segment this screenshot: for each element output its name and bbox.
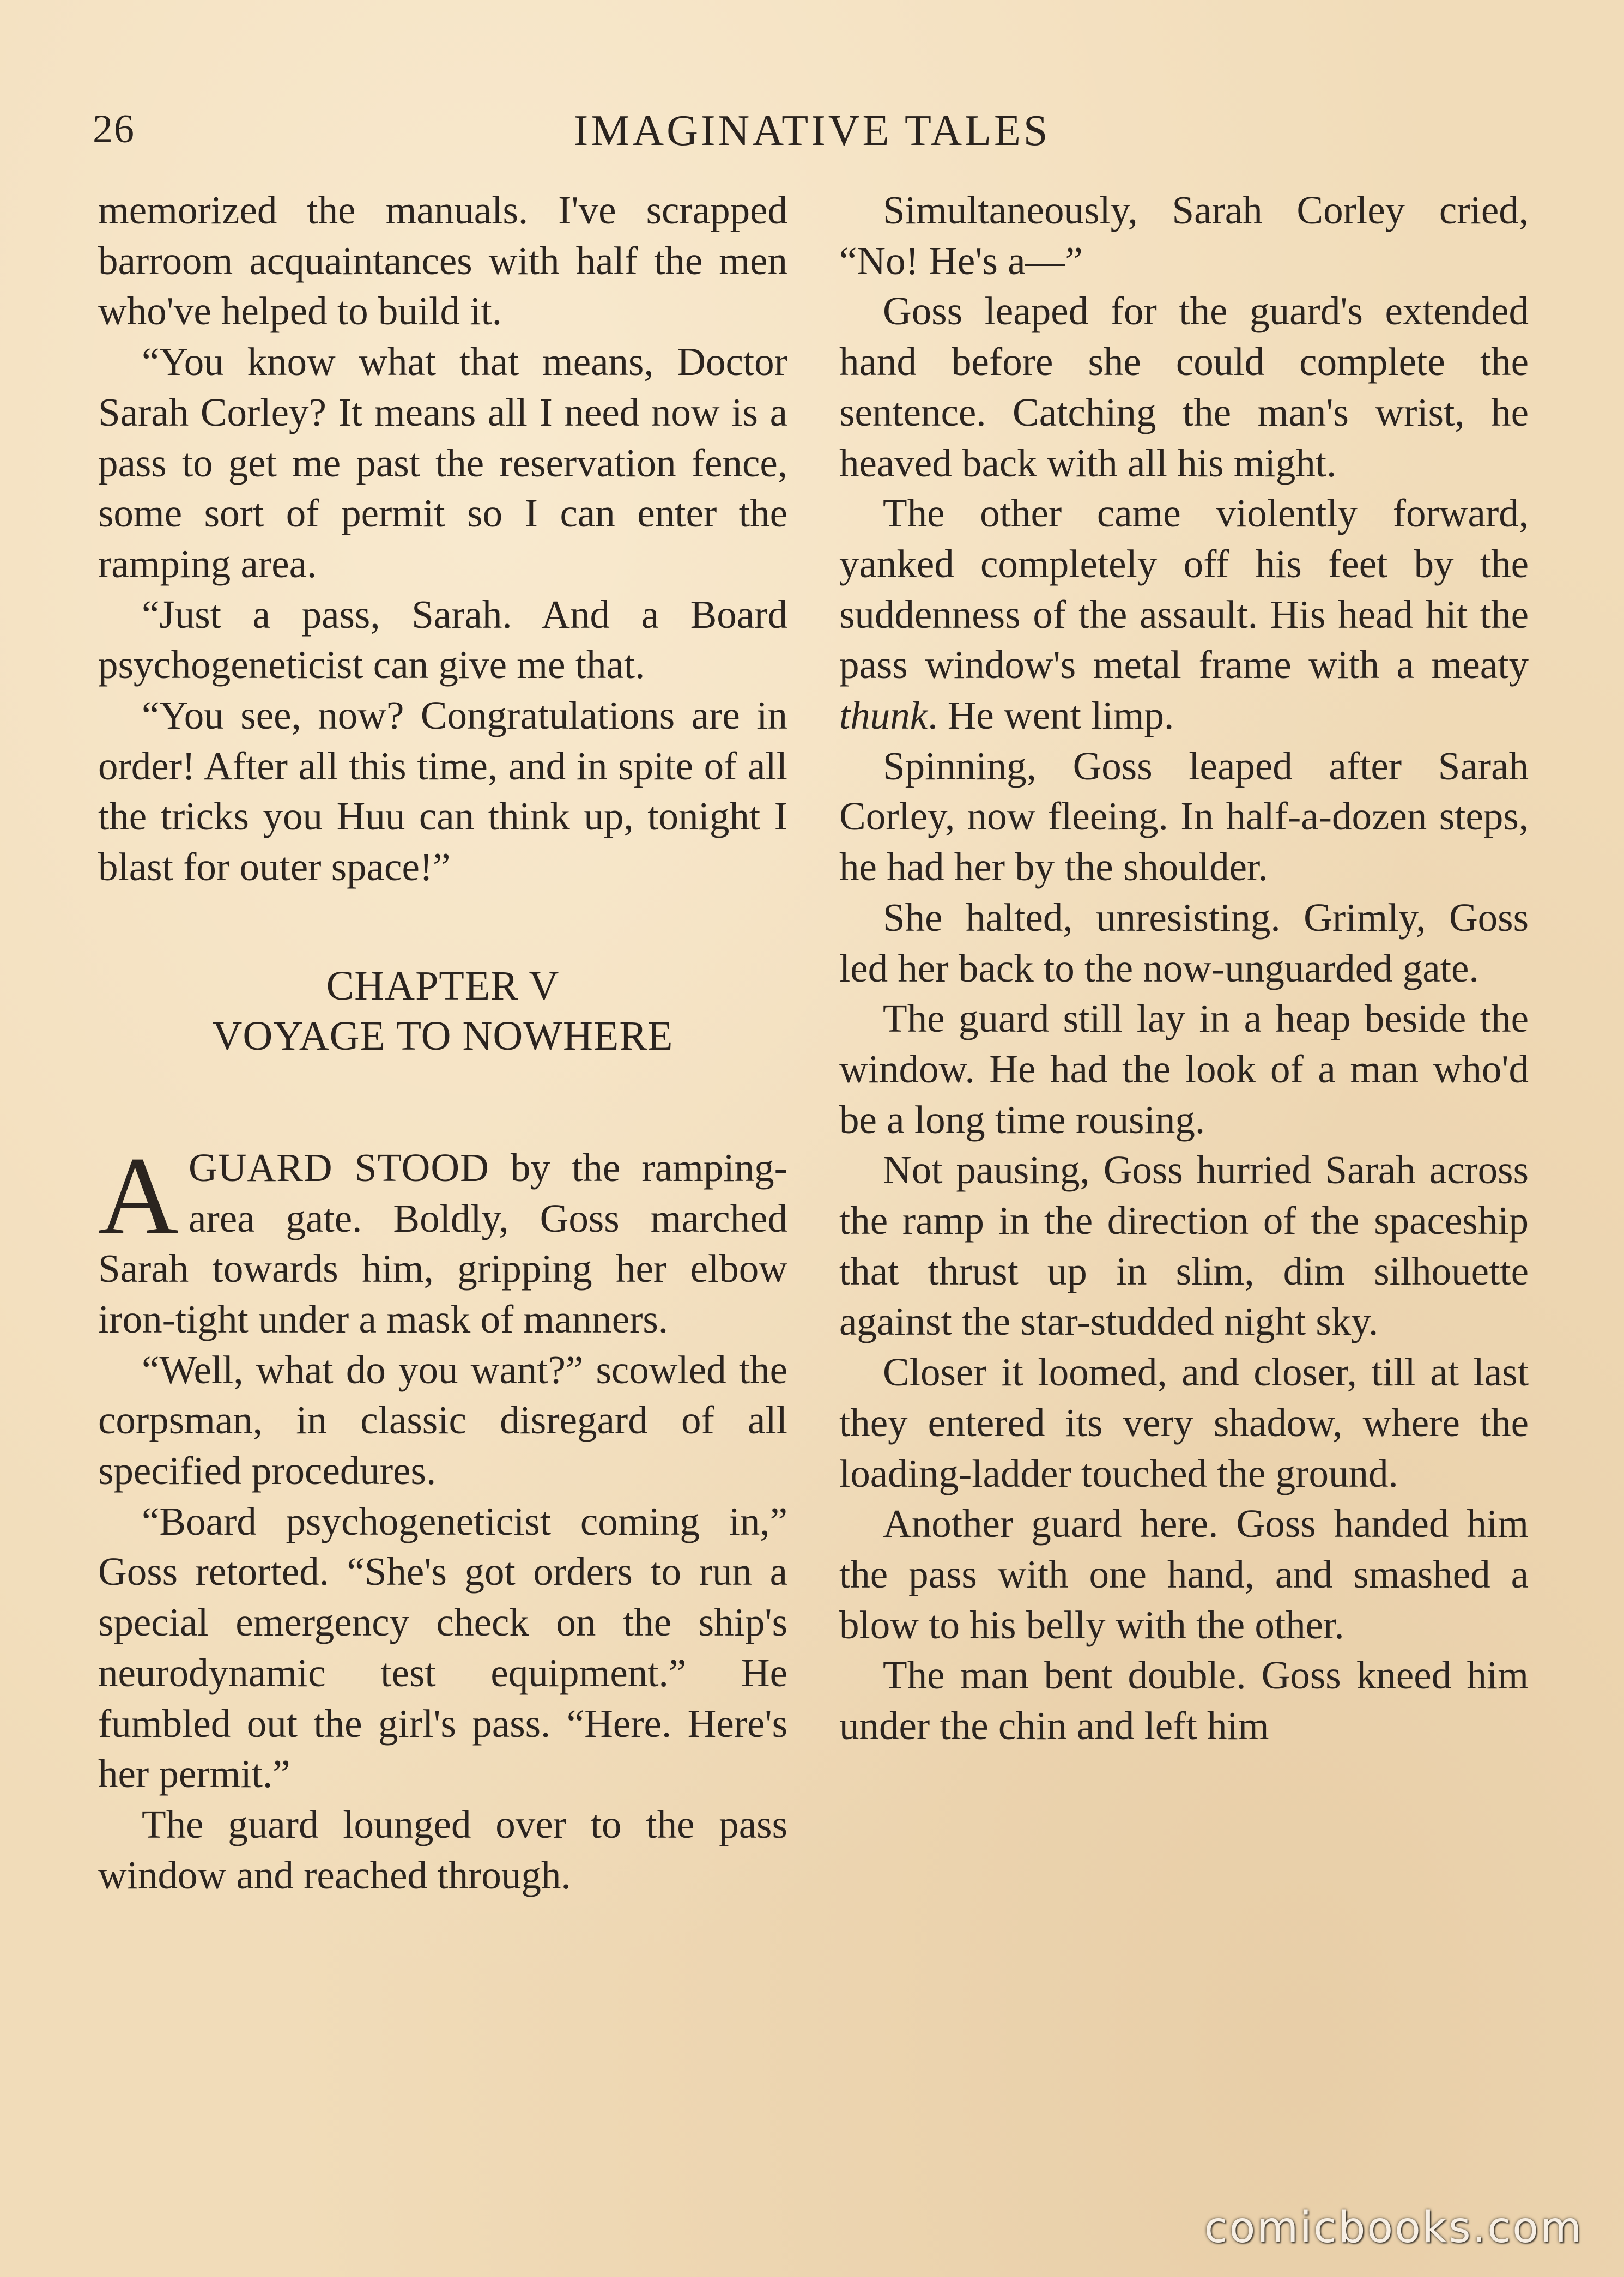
paragraph: Closer it loomed, and closer, till at last they entered its very shadow, where the loading-ladder touched the ground. <box>839 1350 1529 1495</box>
italic-word: thunk <box>839 693 928 738</box>
running-header <box>93 106 1531 166</box>
paragraph <box>839 488 1529 741</box>
paragraph: “Just a pass, Sarah. And a Board psychogeneticist can give me that. <box>98 592 787 687</box>
chapter-title: VOYAGE TO NOWHERE <box>212 1013 674 1059</box>
paragraph-text: The other came violently forward, yanked completely off his feet by the suddenness of the assault. His head hit the pass window's metal frame with a meaty <box>839 491 1529 687</box>
paragraph: Spinning, Goss leaped after Sarah Corley, now fleeing. In half-a-dozen steps, he had her by the shoulder. <box>839 743 1529 889</box>
left-column <box>98 185 787 1900</box>
paragraph: The guard lounged over to the pass window and reached through. <box>98 1802 787 1897</box>
paragraph: “You know what that means, Doctor Sarah Corley? It means all I need now is a pass to get me past the reservation fence, some sort of permit so I can enter the ramping area. <box>98 340 787 586</box>
paragraph: She halted, unresisting. Grimly, Goss led her back to the now-unguarded gate. <box>839 895 1529 990</box>
paragraph: memorized the manuals. I've scrapped barroom acquaintances with half the men who've helped to build it. <box>98 188 787 334</box>
paragraph-text: . He went limp. <box>928 693 1174 738</box>
paragraph: “Board psychogeneticist coming in,” Goss retorted. “She's got orders to run a special emergency check on the ship's neurodynamic test equipment.” He fumbled out the girl's pass. “Here. Here's her permit.” <box>98 1499 787 1796</box>
page-number: 26 <box>93 107 135 152</box>
opening-paragraph <box>98 1134 787 1345</box>
watermark: comicbooks.com <box>1204 2203 1583 2252</box>
magazine-title: IMAGINATIVE TALES <box>573 107 1051 155</box>
paragraph: Another guard here. Goss handed him the pass with one hand, and smashed a blow to his belly with the other. <box>839 1501 1529 1647</box>
lead-in-text: GUARD STOOD <box>189 1145 489 1190</box>
paragraph: The guard still lay in a heap beside the window. He had the look of a man who'd be a long time rousing. <box>839 996 1529 1142</box>
paragraph: “You see, now? Congratulations are in order! After all this time, and in spite of all the tricks you Huu can think up, tonight I blast for outer space!” <box>98 693 787 889</box>
drop-cap: A <box>98 1134 179 1258</box>
paragraph: “Well, what do you want?” scowled the corpsman, in classic disregard of all specified procedures. <box>98 1347 787 1493</box>
paragraph-text: by the ramping-area gate. Boldly, Goss marched Sarah towards him, gripping her elbow iron-tight under a mask of manners. <box>98 1145 787 1341</box>
chapter-number: CHAPTER V <box>326 962 560 1009</box>
right-column <box>839 185 1529 1752</box>
paragraph: Goss leaped for the guard's extended hand before she could complete the sentence. Catching the man's wrist, he heaved back with all his might. <box>839 289 1529 485</box>
paragraph: Not pausing, Goss hurried Sarah across the ramp in the direction of the spaceship that thrust up in slim, dim silhouette against the star-studded night sky. <box>839 1148 1529 1344</box>
chapter-heading <box>98 961 787 1061</box>
paragraph: The man bent double. Goss kneed him under the chin and left him <box>839 1653 1529 1748</box>
paragraph: Simultaneously, Sarah Corley cried, “No! He's a—” <box>839 188 1529 283</box>
